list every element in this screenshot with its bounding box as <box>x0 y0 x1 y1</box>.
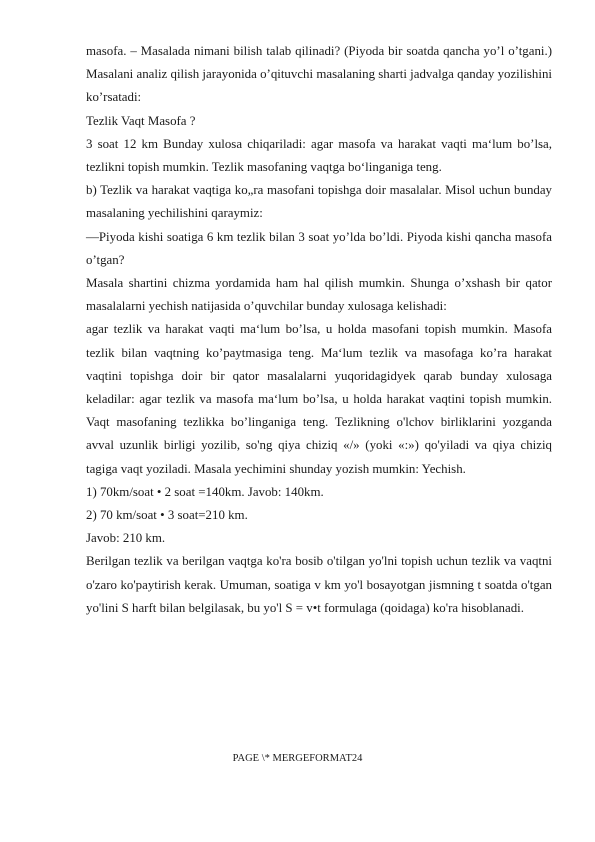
paragraph-section-b: b) Tezlik va harakat vaqtiga ko„ra masofani topishga doir masalalar. Misol uchun bunday masalaning yechilishini qaraymiz: <box>86 183 552 221</box>
paragraph-rules: agar tezlik va harakat vaqti ma‘lum bo’lsa, u holda masofani topish mumkin. Masofa tezlik bilan vaqtning ko’paytmasiga teng. Ma‘lum tezlik va masofaga ko’ra harakat vaqtini topishga doir bir qator masalalarni yuqoridagidyek qarab bunday xulosaga keladilar: agar tezlik va masofa ma‘lum bo’lsa, u holda harakat vaqtini topish mumkin. Vaqt masofaning tezlikka bo’linganiga teng. Tezlikning o'lchov birliklarini yozganda avval uzunlik birligi yozilib, so'ng qiya chiziq «/» (yoki «:») qo'yiladi va qiya chiziq tagiga vaqt yoziladi. Masala yechimini shunday yozish mumkin: Yechish. <box>86 322 552 476</box>
paragraph-problem: —Piyoda kishi soatiga 6 km tezlik bilan 3 soat yo’lda bo’ldi. Piyoda kishi qancha masofa o’tgan? <box>86 229 552 267</box>
paragraph-solution-2: 2) 70 km/soat • 3 soat=210 km. <box>86 508 248 523</box>
paragraph-drawing: Masala shartini chizma yordamida ham hal qilish mumkin. Shunga o’xshash bir qator masalalarni yechish natijasida o’quvchilar bunday xulosaga kelishadi: <box>86 276 552 314</box>
paragraph-intro: masofa. – Masalada nimani bilish talab qilinadi? (Piyoda bir soatda qancha yo’l o’tgani.) Masalani analiz qilish jarayonida o’qituvchi masalaning sharti jadvalga qanday yozilishini ko’rsatadi: <box>86 44 552 105</box>
paragraph-table-header: Tezlik Vaqt Masofa ? <box>86 113 196 128</box>
document-body <box>86 40 552 620</box>
paragraph-answer-2: Javob: 210 km. <box>86 531 166 546</box>
paragraph-solution-1: 1) 70km/soat • 2 soat =140km. Javob: 140km. <box>86 484 324 499</box>
paragraph-conclusion-speed: 3 soat 12 km Bunday xulosa chiqariladi: agar masofa va harakat vaqti ma‘lum bo’lsa, tezlikni topish mumkin. Tezlik masofaning vaqtga bo‘linganiga teng. <box>86 136 552 175</box>
paragraph-formula: Berilgan tezlik va berilgan vaqtga ko'ra bosib o'tilgan yo'lni topish uchun tezlik va vaqtni o'zaro ko'paytirish kerak. Umuman, soatiga v km yo'l bosayotgan jismning t soatda o'tgan yo'lini S harft bilan belgilasak, bu yo'l S = v•t formulaga (qoidaga) ko'ra hisoblanadi. <box>86 554 552 615</box>
page-footer: PAGE \* MERGEFORMAT24 <box>232 753 363 764</box>
